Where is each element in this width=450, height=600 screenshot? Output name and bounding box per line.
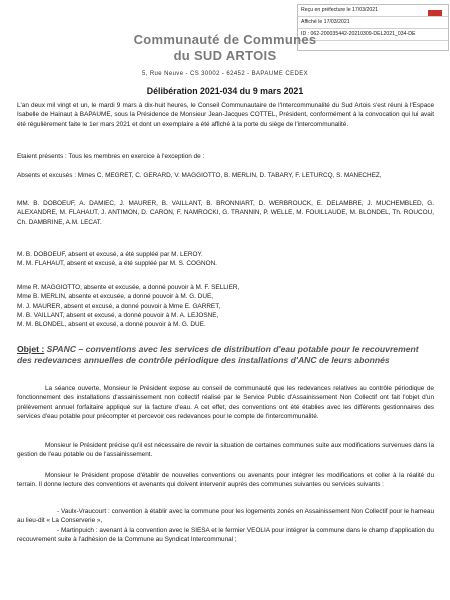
body-paragraph-3: Monsieur le Président propose d'établir de nouvelles conventions ou avenants pour intégrer les modifications et coller à la réalité du terrain. Il donne lecture des conventions et avenants qui doivent intervenir auprès des communes suivantes ou services suivants : (17, 472, 434, 489)
org-title-line1: Communauté de Communes (133, 32, 317, 47)
objet-label: Objet : (17, 344, 45, 354)
pouvoir-line: Mme B. MERLIN, absente et excusée, a donné pouvoir à M. G. DUE, (17, 293, 214, 301)
absents-men: MM. B. DOBOEUF, A. DAMIEC, J. MAURER, B. VAILLANT, B. BRONNIART, D. WERBROUCK, E. DELAMBRE, J. MUCHEMBLED, G. ALEXANDRE, M. FLAHAUT, J. ANTIMON, D. CARON, F. NAMROCKI, G. TRANNIN, P. WELLE, M. FOUILLAUDE, M. BLONDEL, Th. ROUCOU, Ch. DAMBRINE, A.M. LECAT. (17, 200, 434, 226)
suppleant-line: M. M. FLAHAUT, absent et excusé, a été suppléé par M. S. COGNON. (17, 260, 217, 268)
stamp-posted: Affiché le 17/03/2021 (298, 17, 448, 29)
suppleant-line: M. B. DOBOEUF, absent et excusé, a été suppléé par M. LEROY. (17, 251, 203, 258)
org-title-line2: du SUD ARTOIS (173, 48, 277, 63)
pouvoirs-block (17, 283, 434, 329)
objet-heading (17, 344, 434, 366)
stamp-logo-icon (428, 10, 442, 16)
suppleants-block (17, 250, 434, 269)
deliberation-title: Délibération 2021-034 du 9 mars 2021 (146, 86, 304, 96)
stamp-received: Reçu en préfecture le 17/03/2021 (298, 5, 448, 17)
list-item-vaulx: - Vaulx-Vraucourt : convention à établir avec la commune pour les logements zonés en Assainissement Non Collectif pour le hameau au lieu-dit « La Conserverie », (17, 508, 434, 525)
intro-paragraph: L'an deux mil vingt et un, le mardi 9 mars à dix-huit heures, le Conseil Communautaire de l'Intercommunalité du Sud Artois s'est réuni à l'Espace Isabelle de Hainaut à BAPAUME, sous la Présidence de Monsieur Jean-Jacques COTTEL, Président, conformément à la convocation qui lui avait été régulièrement faite le 1er mars 2021 et dont un exemplaire a été affiché à la porte du siège de l'intercommunalité. (17, 102, 434, 128)
body-paragraph-2: Monsieur le Président précise qu'il est nécessaire de revoir la situation de certaines communes suite aux modifications survenues dans la gestion de l'eau potable ou de l'assainissement. (17, 442, 434, 459)
org-address: 5, Rue Neuve - CS 30002 - 62452 - BAPAUME CEDEX (141, 71, 309, 77)
absents-women: Absents et excusés : Mmes C. MEGRET, C. GERARD, V. MAGGIOTTO, B. MERLIN, D. TABARY, F. LETURCQ, S. MANECHEZ, (17, 172, 382, 179)
pouvoir-line: M. M. BLONDEL, absent et excusé, a donné pouvoir à M. G. DUE. (17, 321, 206, 329)
pouvoir-line: Mme R. MAGGIOTTO, absente et excusée, a donné pouvoir à M. F. SELLIER, (17, 284, 240, 291)
pouvoir-line: M. B. VAILLANT, absent et excusé, a donné pouvoir à M. A. LEJOSNE, (17, 311, 219, 319)
body-paragraph-1: La séance ouverte, Monsieur le Président expose au conseil de communauté que les redevances relatives au contrôle périodique de fonctionnement des installations d'assainissement non collectif réalisé par le Service Public d'Assainissement Non Collectif ont fait l'objet d'un prélèvement annuel forfaitaire appliqué sur la facture d'eau. A cet effet, des conventions ont été établies avec les différents gestionnaires des services d'eau potable pour précompter et percevoir ces redevances pour le compte de l'intercommunalité. (17, 385, 434, 420)
objet-text: SPANC – conventions avec les services de distribution d'eau potable pour le recouvrement des redevances annuelles de contrôle périodique des installations d'ANC de leurs abonnés (17, 344, 419, 365)
presents-line: Etaient présents : Tous les membres en exercice à l'exception de : (17, 153, 205, 160)
pouvoir-line: M. J. MAURER, absent et excusé, a donné pouvoir à Mme E. GARRET, (17, 302, 221, 310)
stamp-id: ID : 062-200035442-20210309-DEL2021_034-DE (298, 29, 448, 41)
list-item-martinpuich: - Martinpuich : avenant à la convention avec le SIESA et le fermier VEOLIA pour intégrer la commune dans le champ d'application du recouvrement suite à l'adhésion de la Commune au Syndicat Intercommunal ; (17, 527, 434, 544)
